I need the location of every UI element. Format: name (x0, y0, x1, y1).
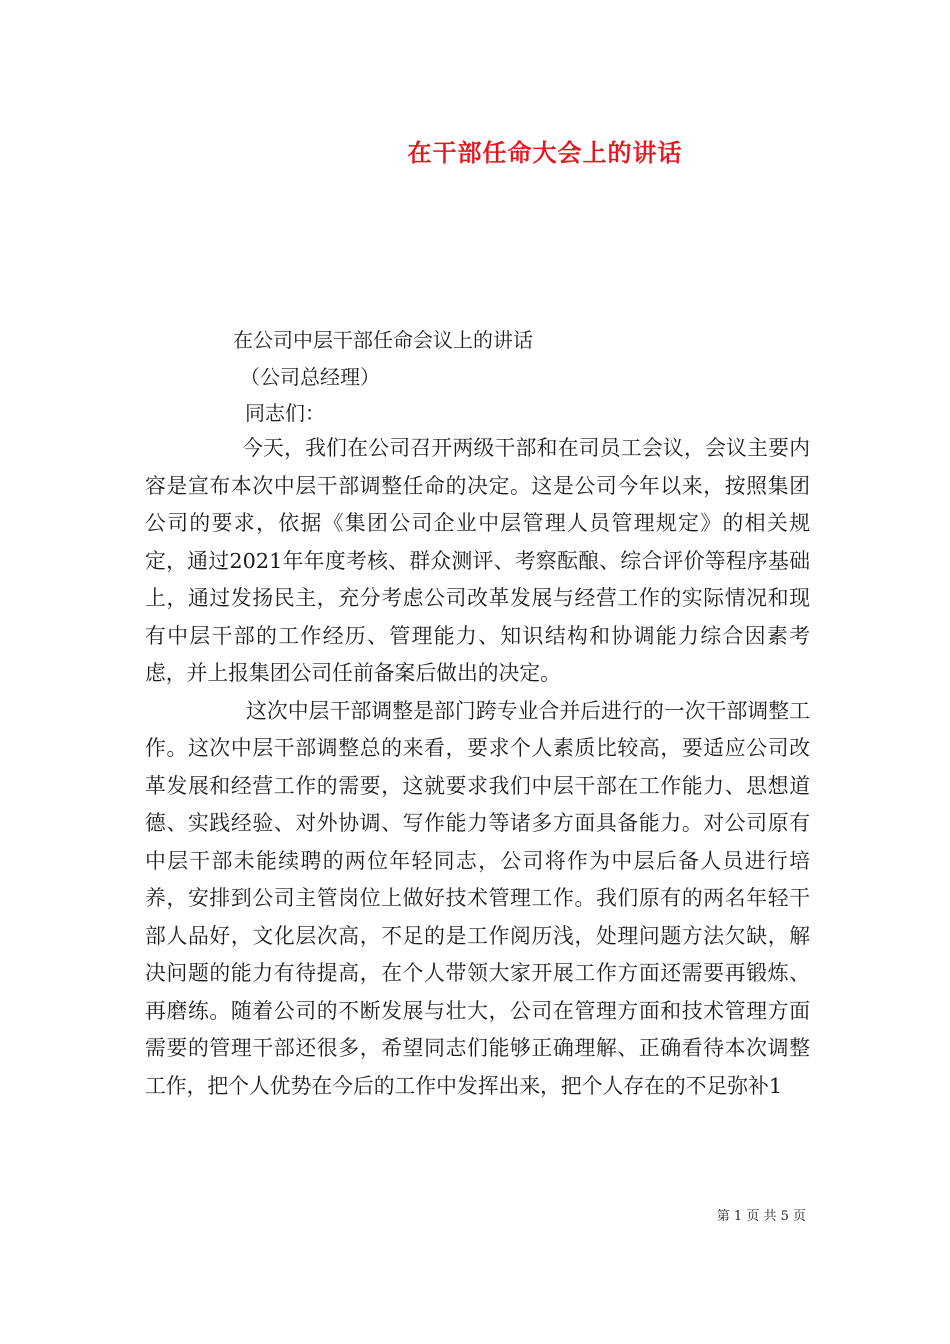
page-title: 在干部任命大会上的讲话 (407, 138, 683, 167)
speech-title: 在公司中层干部任命会议上的讲话 (233, 328, 533, 352)
body-paragraph: 今天，我们在公司召开两级干部和在司员工会议，会议主要内容是宣布本次中层干部调整任命的决定。这是公司今年以来，按照集团公司的要求，依据《集团公司企业中层管理人员管理规定》的相关规定，通过2021年年度考核、群众测评、考察酝酿、综合评价等程序基础上，通过发扬民主，充分考虑公司改革发展与经营工作的实际情况和现有中层干部的工作经历、管理能力、知识结构和协调能力综合因素考虑，并上报集团公司任前备案后做出的决定。 (145, 436, 810, 685)
speaker-line: （公司总经理） (240, 365, 380, 389)
body-paragraph: 这次中层干部调整是部门跨专业合并后进行的一次干部调整工作。这次中层干部调整总的来看，要求个人素质比较高，要适应公司改革发展和经营工作的需要，这就要求我们中层干部在工作能力、思想道德、实践经验、对外协调、写作能力等诸多方面具备能力。对公司原有中层干部未能续聘的两位年轻同志，公司将作为中层后备人员进行培养，安排到公司主管岗位上做好技术管理工作。我们原有的两名年轻干部人品好，文化层次高，不足的是工作阅历浅，处理问题方法欠缺，解决问题的能力有待提高，在个人带领大家开展工作方面还需要再锻炼、再磨练。随着公司的不断发展与壮大，公司在管理方面和技术管理方面需要的管理干部还很多，希望同志们能够正确理解、正确看待本次调整工作，把个人优势在今后的工作中发挥出来，把个人存在的不足弥补1 (145, 698, 810, 1098)
speech-body (145, 430, 810, 1105)
salutation: 同志们： (245, 401, 325, 425)
page-number: 第 1 页 共 5 页 (716, 1209, 806, 1224)
